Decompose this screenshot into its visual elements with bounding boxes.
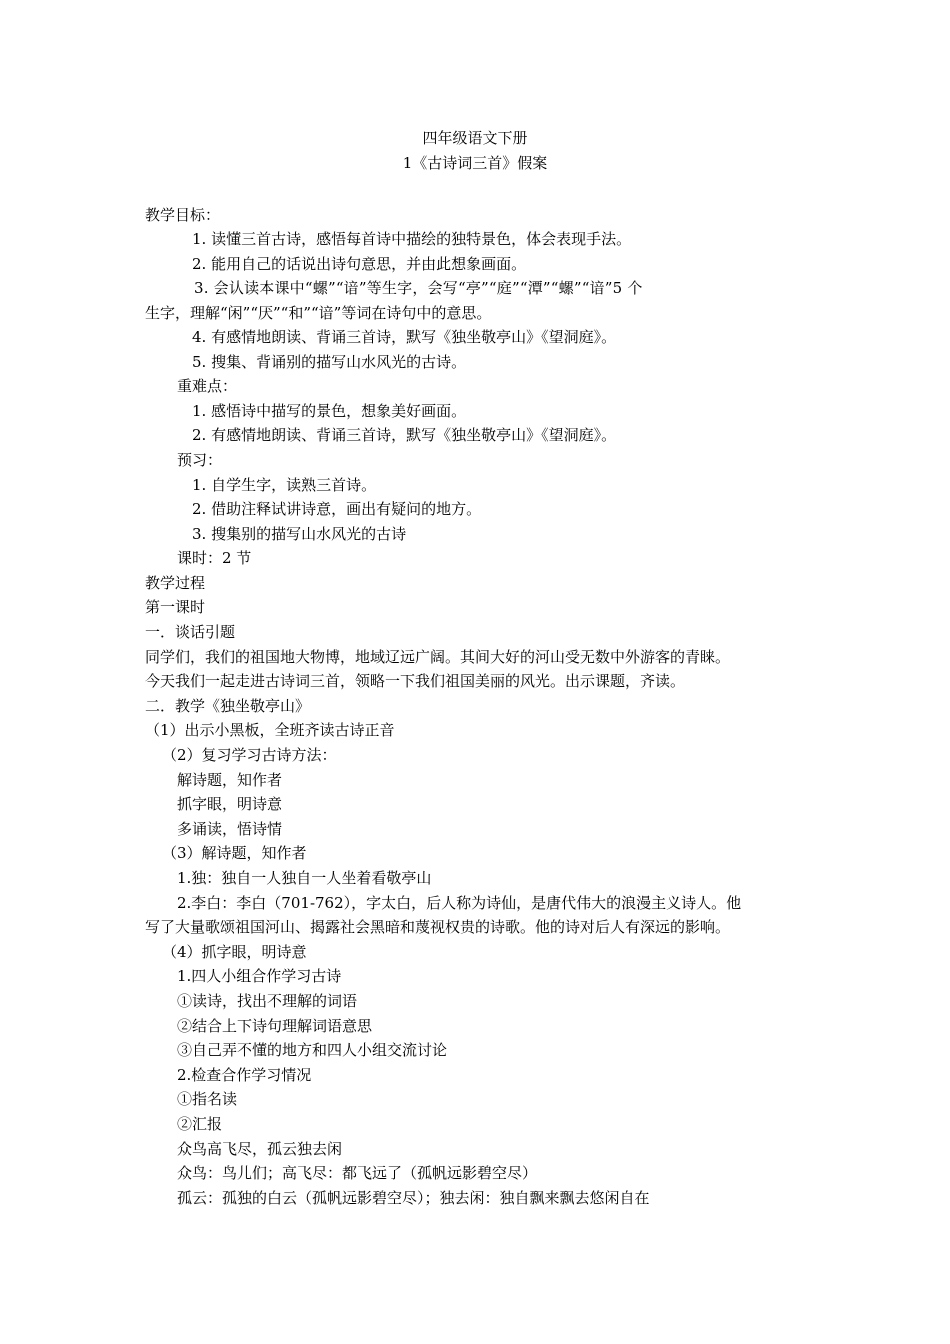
group-line: 2.检查合作学习情况 [177, 1066, 312, 1084]
poem-line: 众鸟高飞尽，孤云独去闲 [177, 1140, 343, 1158]
step-line: （4）抓字眼，明诗意 [162, 943, 307, 961]
check-item: ②汇报 [177, 1115, 223, 1133]
group-item: ②结合上下诗句理解词语意思 [177, 1017, 373, 1035]
group-item: ①读诗，找出不理解的词语 [177, 992, 358, 1010]
document-subtitle: 1《古诗词三首》假案 [402, 154, 548, 172]
step-line: （1）出示小黑板，全班齐读古诗正音 [145, 721, 395, 739]
lesson-heading: 第一课时 [145, 598, 206, 616]
goal-item: 1. 读懂三首古诗，感悟每首诗中描绘的独特景色，体会表现手法。 [192, 230, 632, 248]
preview-heading: 预习： [177, 451, 223, 469]
key-points-heading: 重难点： [177, 377, 238, 395]
section-heading: 二．教学《独坐敬亭山》 [145, 697, 311, 715]
goals-heading: 教学目标： [145, 206, 221, 224]
goal-item-continuation: 生字，理解“闲”“厌”“和”“谙”等词在诗句中的意思。 [145, 304, 492, 322]
explain-line: 2.李白：李白（701-762），字太白，后人称为诗仙，是唐代伟大的浪漫主义诗人。他 [177, 894, 742, 912]
note-line: 众鸟：鸟儿们；高飞尽：都飞远了（孤帆远影碧空尽） [177, 1164, 538, 1182]
class-hours: 课时：2 节 [177, 549, 252, 567]
goal-item: 2. 能用自己的话说出诗句意思，并由此想象画面。 [192, 255, 527, 273]
preview-item: 2. 借助注释试讲诗意，画出有疑问的地方。 [192, 500, 482, 518]
check-item: ①指名读 [177, 1090, 238, 1108]
key-point-item: 1. 感悟诗中描写的景色，想象美好画面。 [192, 402, 467, 420]
document-title: 四年级语文下册 [422, 129, 528, 147]
explain-line: 写了大量歌颂祖国河山、揭露社会黑暗和蔑视权贵的诗歌。他的诗对后人有深远的影响。 [145, 918, 731, 936]
goal-item: 4. 有感情地朗读、背诵三首诗，默写《独坐敬亭山》《望洞庭》。 [192, 328, 617, 346]
paragraph-line: 今天我们一起走进古诗词三首，领略一下我们祖国美丽的风光。出示课题，齐读。 [145, 672, 686, 690]
group-line: 1.四人小组合作学习古诗 [177, 967, 342, 985]
paragraph-line: 同学们，我们的祖国地大物博，地域辽远广阔。其间大好的河山受无数中外游客的青睐。 [145, 648, 731, 666]
preview-item: 1. 自学生字，读熟三首诗。 [192, 476, 377, 494]
section-heading: 一．谈话引题 [145, 623, 236, 641]
preview-item: 3. 搜集别的描写山水风光的古诗 [192, 525, 407, 543]
goal-item: 3. 会认读本课中“螺”“谙”等生字，会写“亭”“庭”“潭”“螺”“谙”5 个 [194, 279, 643, 297]
method-item: 抓字眼，明诗意 [177, 795, 283, 813]
step-line: （3）解诗题，知作者 [162, 844, 307, 862]
explain-line: 1.独：独自一人独自一人坐着看敬亭山 [177, 869, 432, 887]
process-heading: 教学过程 [145, 574, 206, 592]
method-item: 多诵读，悟诗情 [177, 820, 283, 838]
key-point-item: 2. 有感情地朗读、背诵三首诗，默写《独坐敬亭山》《望洞庭》。 [192, 426, 617, 444]
method-item: 解诗题，知作者 [177, 771, 283, 789]
goal-item: 5. 搜集、背诵别的描写山水风光的古诗。 [192, 353, 467, 371]
step-line: （2）复习学习古诗方法： [162, 746, 337, 764]
note-line: 孤云：孤独的白云（孤帆远影碧空尽）；独去闲：独自飘来飘去悠闲自在 [177, 1189, 650, 1207]
group-item: ③自己弄不懂的地方和四人小组交流讨论 [177, 1041, 448, 1059]
